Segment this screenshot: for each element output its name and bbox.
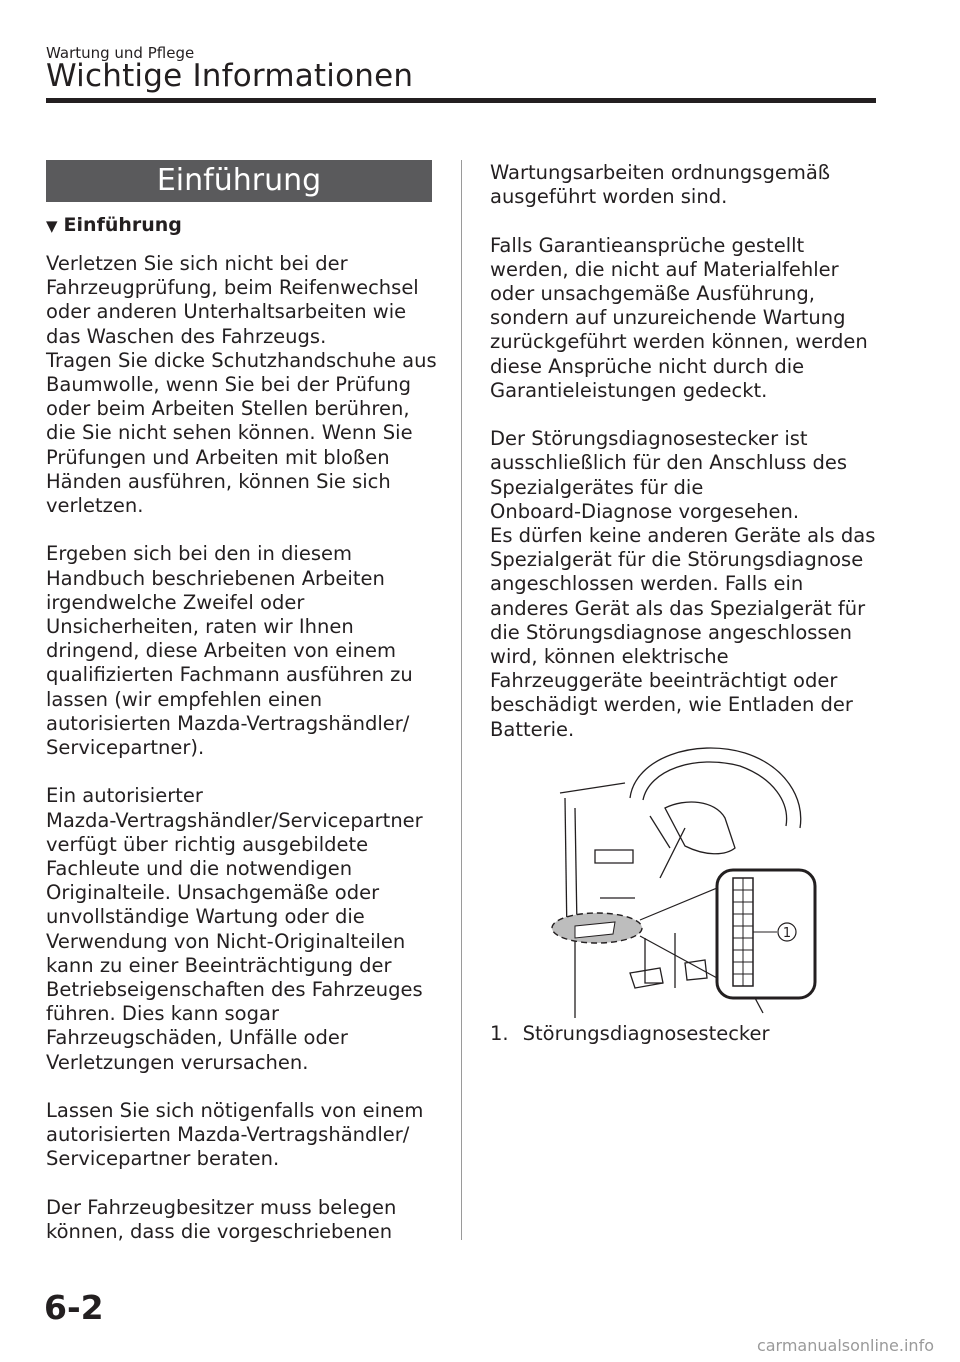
subheading xyxy=(46,214,182,236)
right-column xyxy=(490,161,890,766)
column-divider xyxy=(461,160,462,1240)
paragraph: Falls Garantieansprüche gestellt werden, die nicht auf Materialfehler oder unsachgemäße Ausführung, sondern auf unzureichende Wartung zurückgeführt werden können, werden diese Ansprüche nicht durch die Garantieleistungen gedeckt. xyxy=(490,233,868,402)
footer-watermark: carmanualsonline.info xyxy=(756,1336,934,1355)
subheading-text: Einführung xyxy=(63,214,182,236)
page-header-title: Wichtige Informationen xyxy=(46,58,414,94)
diagnostic-connector-illustration xyxy=(545,738,835,1018)
caption-text: Störungsdiagnosestecker xyxy=(522,1022,770,1045)
figure-caption xyxy=(490,1022,770,1045)
dashboard-illustration xyxy=(545,738,835,1018)
connector-pin-grid xyxy=(733,878,753,986)
caption-number: 1. xyxy=(490,1022,509,1045)
paragraph: Ein autorisierter Mazda-Vertragshändler/Servicepartner verfügt über richtig ausgebildete Fachleute und die notwendigen Originalteile. Unsachgemäße oder unvollständige Wartung oder die Verwendung von Nicht-Originalteilen kann zu einer Beeinträchtigung der Betriebseigenschaften des Fahrzeuges führen. Dies kann sogar Fahrzeugschäden, Unfälle oder Verletzungen verursachen. xyxy=(46,784,423,1074)
connector-detail-box xyxy=(717,870,815,998)
paragraph: Lassen Sie sich nötigenfalls von einem autorisierten Mazda-Vertragshändler/ Servicepartner beraten. xyxy=(46,1099,424,1171)
triangle-marker-icon: ▼ xyxy=(46,217,58,235)
paragraph: Der Fahrzeugbesitzer muss belegen können, dass die vorgeschriebenen xyxy=(46,1195,397,1244)
paragraph: Der Störungsdiagnosestecker ist ausschließlich für den Anschluss des Spezialgerätes für die Onboard-Diagnose vorgesehen. Es dürfen keine anderen Geräte als das Spezialgerät für die Störungsdiagnose angeschlossen werden. Falls ein anderes Gerät als das Spezialgerät für die Störungsdiagnose angeschlossen wird, können elektrische Fahrzeuggeräte beeinträchtigt oder beschädigt werden, wie Entladen der Batterie. xyxy=(490,427,876,741)
section-banner: Einführung xyxy=(46,160,432,202)
callout-number: 1 xyxy=(782,926,792,941)
left-column xyxy=(46,252,446,1268)
paragraph: Verletzen Sie sich nicht bei der Fahrzeugprüfung, beim Reifenwechsel oder anderen Unterhaltsarbeiten wie das Waschen des Fahrzeugs. Tragen Sie dicke Schutzhandschuhe aus Baumwolle, wenn Sie bei der Prüfung oder beim Arbeiten Stellen berühren, die Sie nicht sehen können. Wenn Sie Prüfungen und Arbeiten mit bloßen Händen ausführen, können Sie sich verletzen. xyxy=(46,252,437,518)
chapter-label: Wartung und Pflege xyxy=(46,44,195,62)
paragraph: Ergeben sich bei den in diesem Handbuch beschriebenen Arbeiten irgendwelche Zweifel oder Unsicherheiten, raten wir Ihnen dringend, diese Arbeiten von einem qualifizierten Fachmann ausführen zu lassen (wir empfehlen einen autorisierten Mazda-Vertragshändler/ Servicepartner). xyxy=(46,542,413,760)
page-number: 6-2 xyxy=(44,1288,104,1327)
paragraph: Wartungsarbeiten ordnungsgemäß ausgeführt worden sind. xyxy=(490,161,831,209)
header-rule xyxy=(46,98,876,103)
